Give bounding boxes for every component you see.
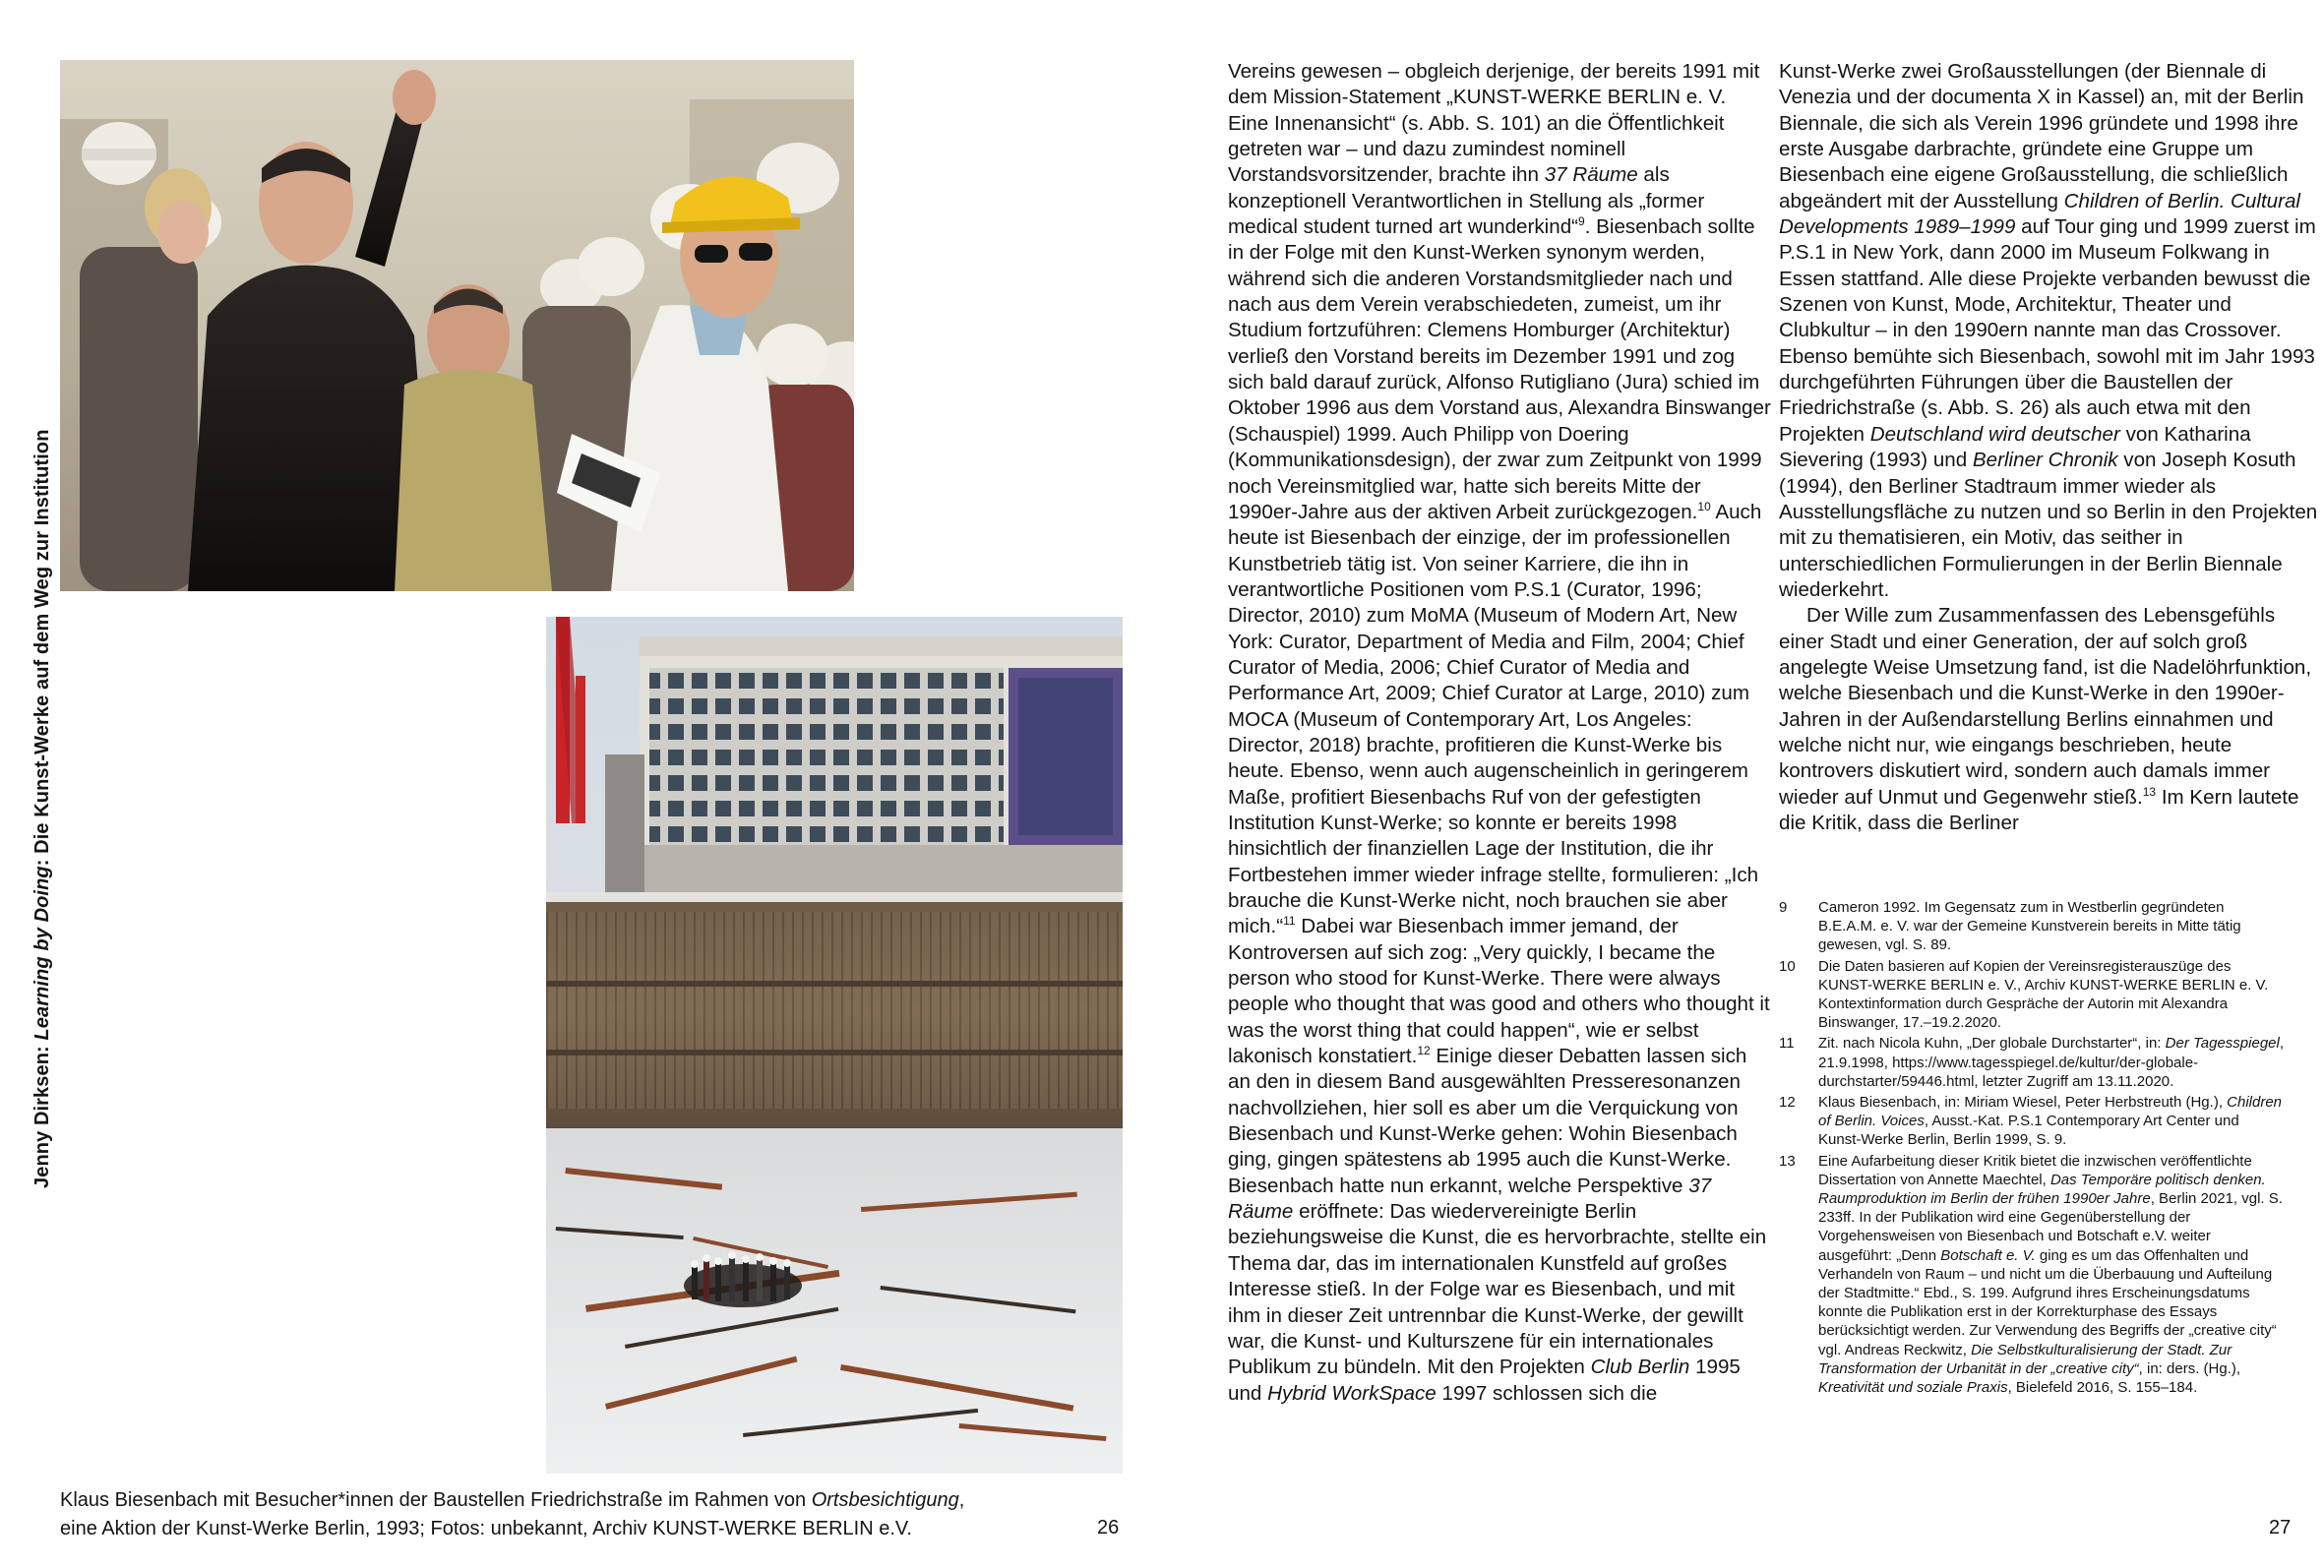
footnote-12: [1779, 1093, 2286, 1150]
running-head-subtitle: : Die Kunst-Werke auf dem Weg zur Institution: [31, 429, 53, 867]
photo-construction-site: [546, 617, 1123, 1474]
page-number-left: 26: [1097, 1517, 1120, 1538]
footnotes: [1779, 898, 2286, 1399]
caption-credit: eine Aktion der Kunst-Werke Berlin, 1993; Fotos: unbekannt, Archiv KUNST-WERKE BERLIN e.V.: [60, 1518, 912, 1539]
footnote-text: Cameron 1992. Im Gegensatz zum in Westberlin gegründeten B.E.A.M. e. V. war der Gemeine Kunstverein bereits in Mitte tätig gewesen, vgl. S. 89.: [1818, 899, 2241, 954]
footnote-ref[interactable]: 10: [1697, 499, 1711, 513]
footnote-number: 13: [1779, 1152, 1796, 1170]
photo-site-visitors: [60, 60, 854, 591]
footnote-number: 11: [1779, 1035, 1795, 1053]
paragraph: Der Wille zum Zusammenfassen des Lebensgefühls einer Stadt und einer Generation, der auf solch groß angelegte Weise Umsetzung fand, ist die Nadelöhrfunktion, welche Biesenbach und die Kunst-Werke in den 1990er-Jahren in der Außendarstellung Berlins einnahmen und welche nicht nur, wie eingangs beschrieben, heute kontrovers diskutiert wird, sondern auch damals immer wieder auf Unmut und Gegenwehr stieß.$^{13}$ Im Kern lautete die Kritik, dass die Berliner: [1779, 604, 2312, 834]
footnote-text: Klaus Biesenbach, in: Miriam Wiesel, Peter Herbstreuth (Hg.), Children of Berlin. Voices, Ausst.-Kat. P.S.1 Contemporary Art Center und Kunst-Werke Berlin, Berlin 1999, S. 9.: [1818, 1094, 2283, 1149]
footnote-ref[interactable]: 9: [1578, 214, 1585, 229]
footnote-number: 9: [1779, 899, 1788, 916]
footnote-13: [1779, 1152, 2286, 1398]
footnote-9: [1779, 898, 2286, 955]
paragraph: Vereins gewesen – obgleich derjenige, der bereits 1991 mit dem Mission-Statement „KUNST-WERKE BERLIN e. V. Eine Innenansicht“ (s. Abb. S. 101) an die Öffentlichkeit getreten war – und dazu zumindest nominell Vorstandsvorsitzender, brachte ihn 37 Räume als konzeptionell Verantwortlichen in Stellung als „former medical student turned art wunderkind“$^9$. Biesenbach sollte in der Folge mit den Kunst-Werken synonym werden, während sich die anderen Vorstandsmitglieder nach und nach aus dem Verein verabschiedeten, zumeist, um ihr Studium fortzuführen: Clemens Homburger (Architektur) verließ den Vorstand bereits im Dezember 1991 und zog sich bald darauf zurück, Alfonso Rutigliano (Jura) schied im Oktober 1996 aus dem Vorstand aus, Alexandra Binswanger (Schauspiel) 1999. Auch Philipp von Doering (Kommunikationsdesign), der zwar zum Zeitpunkt von 1999 noch Vereinsmitglied war, hatte sich bereits Mitte der 1990er-Jahre aus der aktiven Arbeit zurückgezogen.$^{10}$ Auch heute ist Biesenbach der einzige, der im professionellen Kunstbetrieb tätig ist. Von seiner Karriere, die ihn in verantwortliche Positionen vom P.S.1 (Curator, 1996; Director, 2010) zum MoMA (Museum of Modern Art, New York: Curator, Department of Media and Film, 2004; Chief Curator of Media, 2006; Chief Curator of Media and Performance Art, 2009; Chief Curator at Large, 2010) zum MOCA (Museum of Contemporary Art, Los Angeles: Director, 2018) brachte, profitieren die Kunst-Werke bis heute. Ebenso, wenn auch augenscheinlich in geringerem Maße, profitiert Biesenbachs Ruf von der gefestigten Institution Kunst-Werke; so konnte er bereits 1998 hinsichtlich der finanziellen Lage der Institution, die ihr Fortbestehen immer wieder infrage stellte, formulieren: „Ich brauche die Kunst-Werke nicht, noch brauchen sie aber mich.“$^{11}$ Dabei war Biesenbach immer jemand, der Kontroversen auf sich zog: „Very quickly, I became the person who stood for Kunst-Werke. There were always people who thought that was good and others who thought it was the worst thing that could happen“, wie er selbst lakonisch konstatiert.$^{12}$ Einige dieser Debatten lassen sich an den in diesem Band ausgewählten Presseresonanzen nachvollziehen, hier soll es aber um die Verquickung von Biesenbach und Kunst-Werke gehen: Wohin Biesenbach ging, gingen spätestens ab 1995 auch die Kunst-Werke. Biesenbach hatte nun erkannt, welche Perspektive 37 Räume eröffnete: Das wiedervereinigte Berlin beziehungsweise die Kunst, die es hervorbrachte, stellte ein Thema dar, das im internationalen Kunstfeld auf großes Interesse stieß. In der Folge war es Biesenbach, und mit ihm in dieser Zeit untrennbar die Kunst-Werke, der gewillt war, die Kunst- und Kulturszene für ein internationales Publikum zu bündeln. Mit den Projekten Club Berlin 1995 und Hybrid WorkSpace 1997 schlossen sich die: [1228, 60, 1771, 1405]
footnote-text: Die Daten basieren auf Kopien der Vereinsregisterauszüge des KUNST-WERKE BERLIN e. V., Archiv KUNST-WERKE BERLIN e. V. Kontextinformation durch Gespräche der Autorin mit Alexandra Binswanger, 17.–19.2.2020.: [1818, 957, 2269, 1032]
footnote-ref[interactable]: 13: [2142, 784, 2157, 799]
caption-project: Ortsbesichtigung: [811, 1489, 959, 1511]
footnote-number: 10: [1779, 957, 1796, 975]
running-head: [0, 0, 59, 1568]
running-head-title: Learning by Doing: [31, 866, 53, 1041]
body-column-1: [1228, 59, 1771, 1407]
caption-comma: ,: [958, 1489, 965, 1511]
footnote-ref[interactable]: 12: [1417, 1044, 1431, 1058]
footnote-ref[interactable]: 11: [1283, 914, 1296, 929]
photo-caption: [60, 1486, 1103, 1543]
footnote-text: Zit. nach Nicola Kuhn, „Der globale Durchstarter“, in: Der Tagesspiegel, 21.9.1998, https://www.tagesspiegel.de/kultur/der-globale-durchstarter/59446.html, letzter Zugriff am 13.11.2020.: [1818, 1035, 2285, 1090]
running-head-author: Jenny Dirksen:: [31, 1046, 53, 1188]
page-number-right: 27: [2269, 1517, 2292, 1538]
body-column-2: [1779, 59, 2322, 836]
running-head-text: [31, 429, 54, 1188]
paragraph: Kunst-Werke zwei Großausstellungen (der Biennale di Venezia und der documenta X in Kassel) an, mit der Berlin Biennale, die sich als Verein 1996 gründete und 1998 ihre erste Ausgabe darbrachte, gründete eine Gruppe um Biesenbach eine eigene Großausstellung, die schließlich abgeändert mit der Ausstellung Children of Berlin. Cultural Developments 1989–1999 auf Tour ging und 1999 zuerst im P.S.1 in New York, dann 2000 im Museum Folkwang in Essen stattfand. Alle diese Projekte verbanden bewusst die Szenen von Kunst, Mode, Architektur, Theater und Clubkultur – in den 1990ern nannte man das Crossover. Ebenso bemühte sich Biesenbach, sowohl mit im Jahr 1993 durchgeführten Führungen über die Baustellen der Friedrichstraße (s. Abb. S. 26) als auch etwa mit den Projekten Deutschland wird deutscher von Katharina Sievering (1993) und Berliner Chronik von Joseph Kosuth (1994), den Berliner Stadtraum immer wieder als Ausstellungsfläche zu nutzen und so Berlin in den Projekten mit zu thematisieren, ein Motiv, das seither in unterschiedlichen Formulierungen in der Berlin Biennale wiederkehrt.: [1779, 60, 2318, 601]
footnote-number: 12: [1779, 1094, 1796, 1112]
footnote-11: [1779, 1034, 2286, 1091]
footnote-10: [1779, 957, 2286, 1033]
caption-text: Klaus Biesenbach mit Besucher*innen der Baustellen Friedrichstraße im Rahmen von: [60, 1489, 812, 1511]
footnote-text: Eine Aufarbeitung dieser Kritik bietet die inzwischen veröffentlichte Dissertation von Annette Maechtel, Das Temporäre politisch denken. Raumproduktion im Berlin der frühen 1990er Jahre, Berlin 2021, vgl. S. 233ff. In der Publikation wird eine Gegenüberstellung der Vorgehensweisen von Biesenbach und Botschaft e.V. weiter ausgeführt: „Denn Botschaft e. V. ging es um das Offenhalten und Verhandeln von Raum – und nicht um die Überbauung und Aufteilung der Stadtmitte.“ Ebd., S. 199. Aufgrund ihres Erscheinungsdatums konnte die Publikation erst in der Korrekturphase des Essays berücksichtigt werden. Zur Verwendung des Begriffs der „creative city“ vgl. Andreas Reckwitz, Die Selbstkulturalisierung der Stadt. Zur Transformation der Urbanität in der „creative city“, in: ders. (Hg.), Kreativität und soziale Praxis, Bielefeld 2016, S. 155–184.: [1818, 1152, 2283, 1397]
